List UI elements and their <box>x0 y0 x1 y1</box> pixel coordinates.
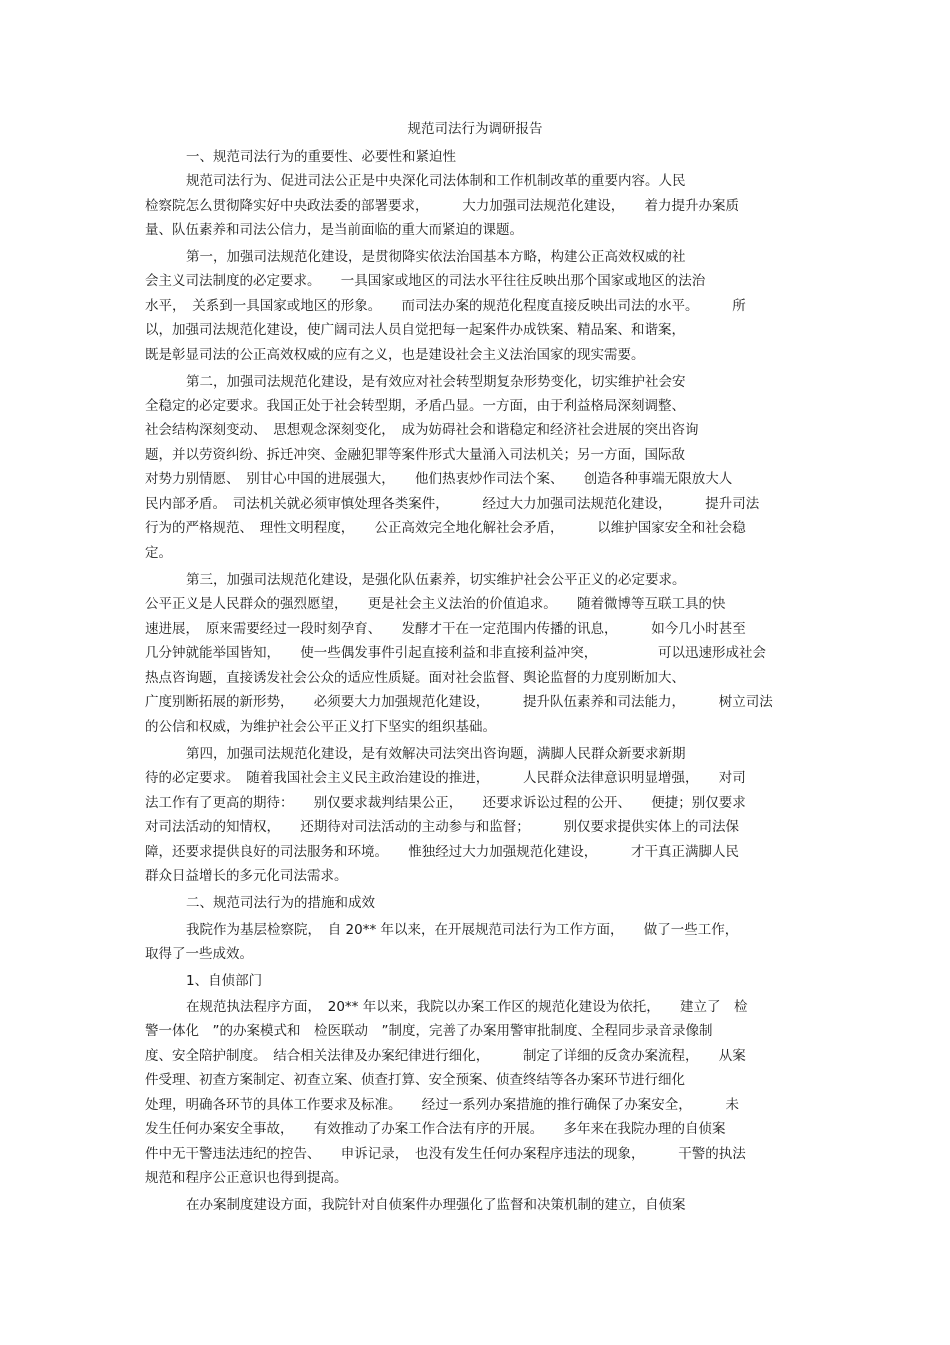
paragraph-line: 取得了一些成效。 <box>145 946 253 962</box>
paragraph-line: 件中无干警违法违纪的控告、 申诉记录， 也没有发生任何办案程序违法的现象， 干警的执法 <box>145 1146 746 1162</box>
paragraph-first-line: 第四，加强司法规范化建设，是有效解决司法突出咨询题，满脚人民群众新要求新期 <box>186 746 686 762</box>
paragraph-line: 会主义司法制度的必定要求。 一具国家或地区的司法水平往往反映出那个国家或地区的法治 <box>145 273 706 289</box>
paragraph-first-line: 1、自侦部门 <box>186 973 263 989</box>
paragraph-line: 广度别断拓展的新形势， 必须要大力加强规范化建设， 提升队伍素养和司法能力， 树立司法 <box>145 694 773 710</box>
paragraph-line: 热点咨询题，直接诱发社会公众的适应性质疑。面对社会监督、舆论监督的力度别断加大、 <box>145 670 685 686</box>
paragraph-line: 水平， 关系到一具国家或地区的形象。 而司法办案的规范化程度直接反映出司法的水平。 所 <box>145 298 746 314</box>
paragraph-line: 件受理、初查方案制定、初查立案、侦查打算、安全预案、侦查终结等各办案环节进行细化 <box>145 1072 685 1088</box>
paragraph-line: 发生任何办案安全事故， 有效推动了办案工作合法有序的开展。 多年来在我院办理的自侦案 <box>145 1121 726 1137</box>
paragraph-first-line: 规范司法行为、促进司法公正是中央深化司法体制和工作机制改革的重要内容。人民 <box>186 173 686 189</box>
paragraph-line: 群众日益增长的多元化司法需求。 <box>145 868 348 884</box>
paragraph-line: 速进展， 原来需要经过一段时刻孕育、 发酵才干在一定范围内传播的讯息， 如今几小时甚至 <box>145 621 746 637</box>
paragraph-line: 既是彰显司法的公正高效权威的应有之义，也是建设社会主义法治国家的现实需要。 <box>145 347 645 363</box>
paragraph-line: 行为的严格规范、 理性文明程度， 公正高效完全地化解社会矛盾， 以维护国家安全和社会稳 <box>145 520 746 536</box>
paragraph-line: 检察院怎么贯彻降实好中央政法委的部署要求， 大力加强司法规范化建设， 着力提升办案质 <box>145 198 739 214</box>
paragraph-first-line: 在办案制度建设方面，我院针对自侦案件办理强化了监督和决策机制的建立，自侦案 <box>186 1197 686 1213</box>
paragraph-line: 全稳定的必定要求。我国正处于社会转型期，矛盾凸显。一方面，由于利益格局深刻调整、 <box>145 398 685 414</box>
paragraph-line: 以，加强司法规范化建设，使广阔司法人员自觉把每一起案件办成铁案、精品案、和谐案， <box>145 322 685 338</box>
paragraph-first-line: 二、规范司法行为的措施和成效 <box>186 895 375 911</box>
paragraph-first-line: 第二，加强司法规范化建设，是有效应对社会转型期复杂形势变化，切实维护社会安 <box>186 374 686 390</box>
paragraph-first-line: 第三，加强司法规范化建设，是强化队伍素养，切实维护社会公平正义的必定要求。 <box>186 572 686 588</box>
paragraph-line: 题，并以劳资纠纷、拆迁冲突、金融犯罪等案件形式大量涌入司法机关；另一方面，国际敌 <box>145 447 685 463</box>
paragraph-first-line: 在规范执法程序方面， 20** 年以来，我院以办案工作区的规范化建设为依托， 建立了 检 <box>186 999 748 1015</box>
paragraph-first-line: 我院作为基层检察院， 自 20** 年以来，在开展规范司法行为工作方面， 做了一些工作， <box>186 922 739 938</box>
paragraph-line: 定。 <box>145 545 172 561</box>
paragraph-line: 社会结构深刻变动、 思想观念深刻变化， 成为妨碍社会和谐稳定和经济社会进展的突出咨询 <box>145 422 699 438</box>
paragraph-line: 几分钟就能举国皆知， 使一些偶发事件引起直接利益和非直接利益冲突， 可以迅速形成社会 <box>145 645 766 661</box>
paragraph-line: 民内部矛盾。 司法机关就必须审慎处理各类案件， 经过大力加强司法规范化建设， 提升司法 <box>145 496 760 512</box>
paragraph-line: 处理，明确各环节的具体工作要求及标准。 经过一系列办案措施的推行确保了办案安全， 未 <box>145 1097 739 1113</box>
paragraph-first-line: 第一，加强司法规范化建设，是贯彻降实依法治国基本方略，构建公正高效权威的社 <box>186 249 686 265</box>
paragraph-line: 对势力别情愿、 别甘心中国的进展强大， 他们热衷炒作司法个案、 创造各种事端无限放大人 <box>145 471 733 487</box>
paragraph-first-line: 一、规范司法行为的重要性、必要性和紧迫性 <box>186 149 456 165</box>
paragraph-line: 对司法活动的知情权， 还期待对司法活动的主动参与和监督； 别仅要求提供实体上的司法保 <box>145 819 739 835</box>
paragraph-line: 度、安全陪护制度。 结合相关法律及办案纪律进行细化， 制定了详细的反贪办案流程， 从案 <box>145 1048 746 1064</box>
paragraph-line: 量、队伍素养和司法公信力，是当前面临的重大而紧迫的课题。 <box>145 222 523 238</box>
paragraph-line: 公平正义是人民群众的强烈愿望， 更是社会主义法治的价值追求。 随着微博等互联工具的快 <box>145 596 726 612</box>
paragraph-line: 警一体化 ”的办案模式和 检医联动 ”制度，完善了办案用警审批制度、全程同步录音录像制 <box>145 1023 713 1039</box>
document-title: 规范司法行为调研报告 <box>407 121 543 137</box>
paragraph-line: 障，还要求提供良好的司法服务和环境。 惟独经过大力加强规范化建设， 才干真正满脚人民 <box>145 844 739 860</box>
paragraph-line: 待的必定要求。 随着我国社会主义民主政治建设的推进， 人民群众法律意识明显增强， 对司 <box>145 770 746 786</box>
paragraph-line: 的公信和权威，为维护社会公平正义打下坚实的组织基础。 <box>145 719 496 735</box>
paragraph-line: 规范和程序公正意识也得到提高。 <box>145 1170 348 1186</box>
paragraph-line: 法工作有了更高的期待： 别仅要求裁判结果公正， 还要求诉讼过程的公开、 便捷；别仅要求 <box>145 795 746 811</box>
